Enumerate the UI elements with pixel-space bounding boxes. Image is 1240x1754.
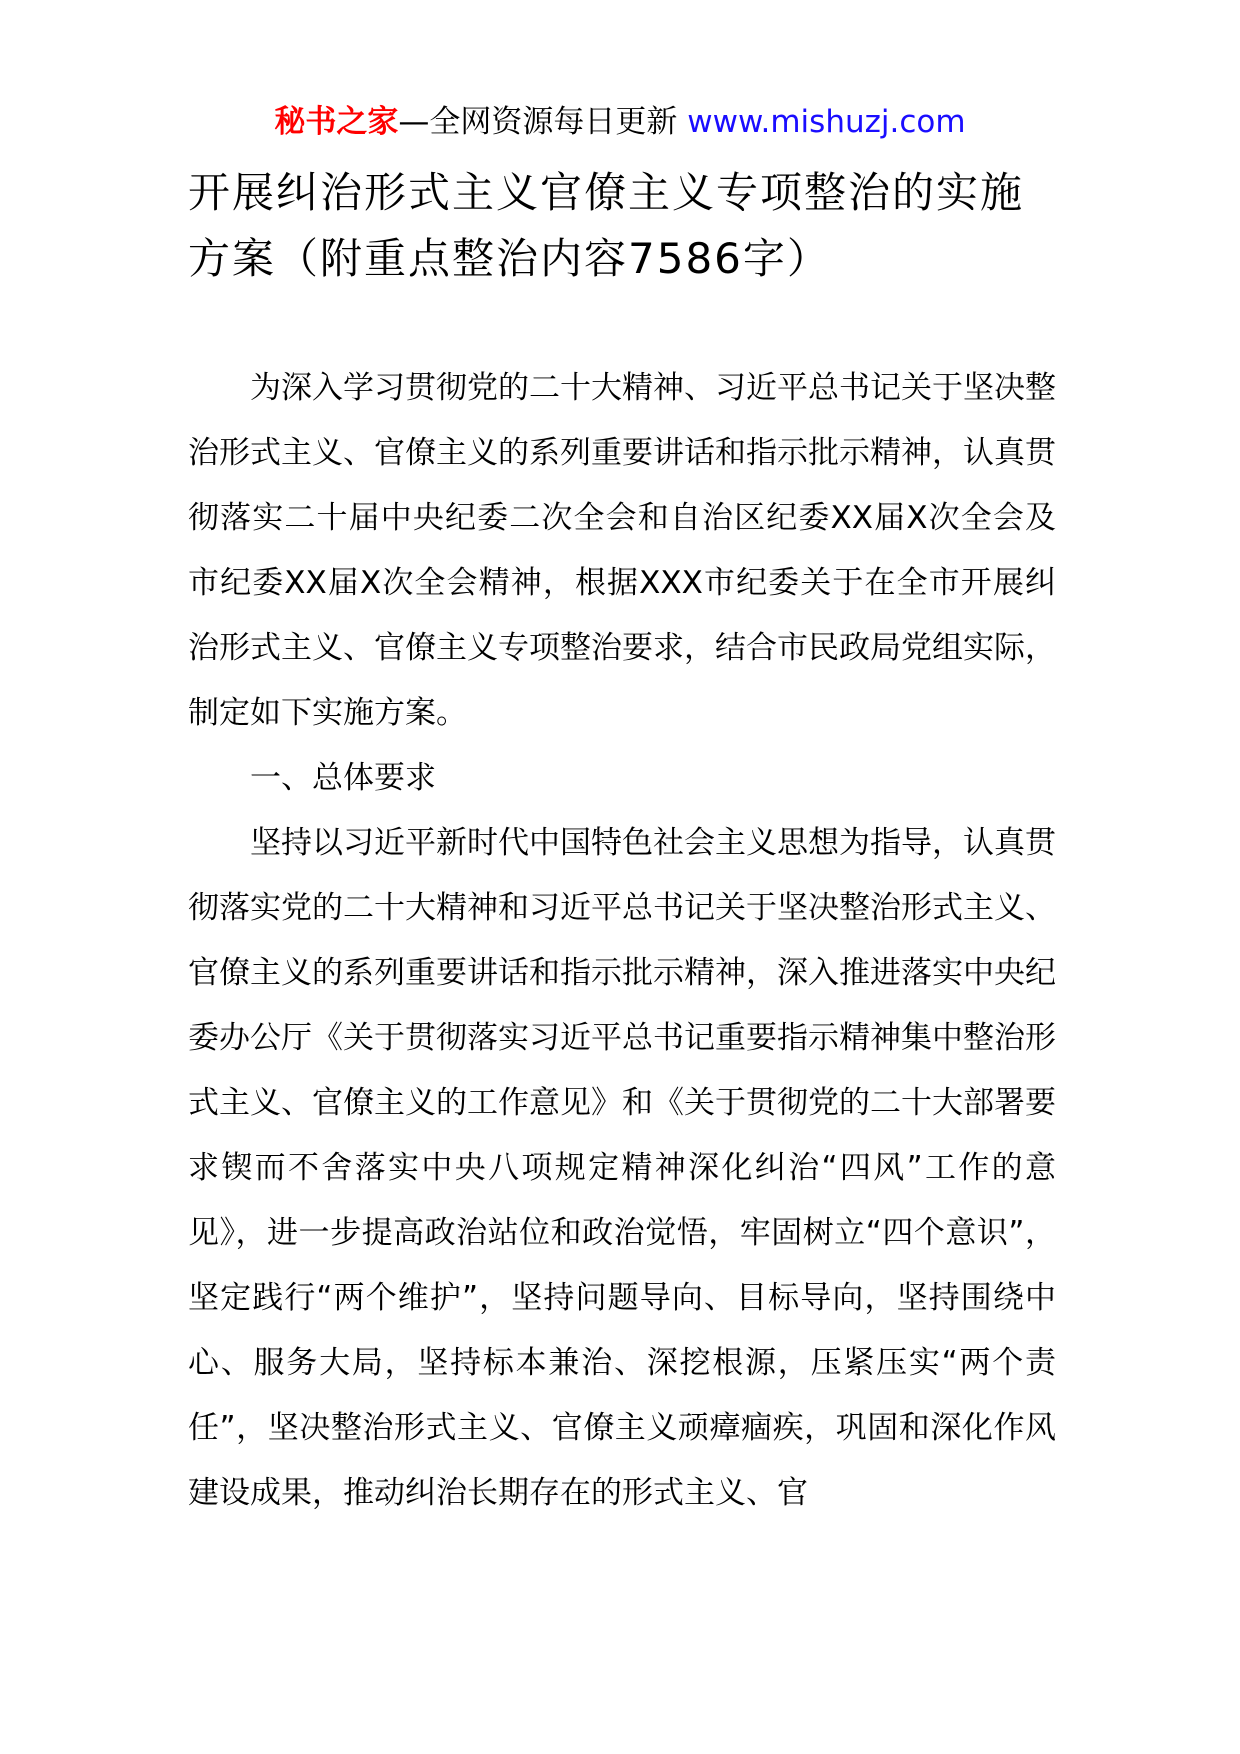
body-paragraph: 坚持以习近平新时代中国特色社会主义思想为指导，认真贯彻落实党的二十大精神和习近平总书记关于坚决整治形式主义、官僚主义的系列重要讲话和指示批示精神，深入推进落实中央纪委办公厅《关于贯彻落实习近平总书记重要指示精神集中整治形式主义、官僚主义的工作意见》和《关于贯彻党的二十大部署要求锲而不舍落实中央八项规定精神深化纠治“四风”工作的意见》，进一步提高政治站位和政治觉悟，牢固树立“四个意识”，坚定践行“两个维护”，坚持问题导向、目标导向，坚持围绕中心、服务大局，坚持标本兼治、深挖根源，压紧压实“两个责任”，坚决整治形式主义、官僚主义顽瘴痼疾，巩固和深化作风建设成果，推动纠治长期存在的形式主义、官 [188, 825, 1056, 1511]
document-title: 开展纠治形式主义官僚主义专项整治的实施方案（附重点整治内容7586字） [188, 168, 1025, 283]
intro-paragraph: 为深入学习贯彻党的二十大精神、习近平总书记关于坚决整治形式主义、官僚主义的系列重要讲话和指示批示精神，认真贯彻落实二十届中央纪委二次全会和自治区纪委XX届X次全会及市纪委XX届X次全会精神，根据XXX市纪委关于在全市开展纠治形式主义、官僚主义专项整治要求，结合市民政局党组实际，制定如下实施方案。 [188, 370, 1056, 731]
header-tagline: —全网资源每日更新 [398, 104, 688, 140]
brand-name: 秘书之家 [274, 104, 399, 140]
document-body [188, 356, 1056, 1526]
page-header [0, 100, 1240, 144]
website-link[interactable]: www.mishuzj.com [687, 104, 966, 140]
section-heading: 一、总体要求 [250, 760, 436, 796]
